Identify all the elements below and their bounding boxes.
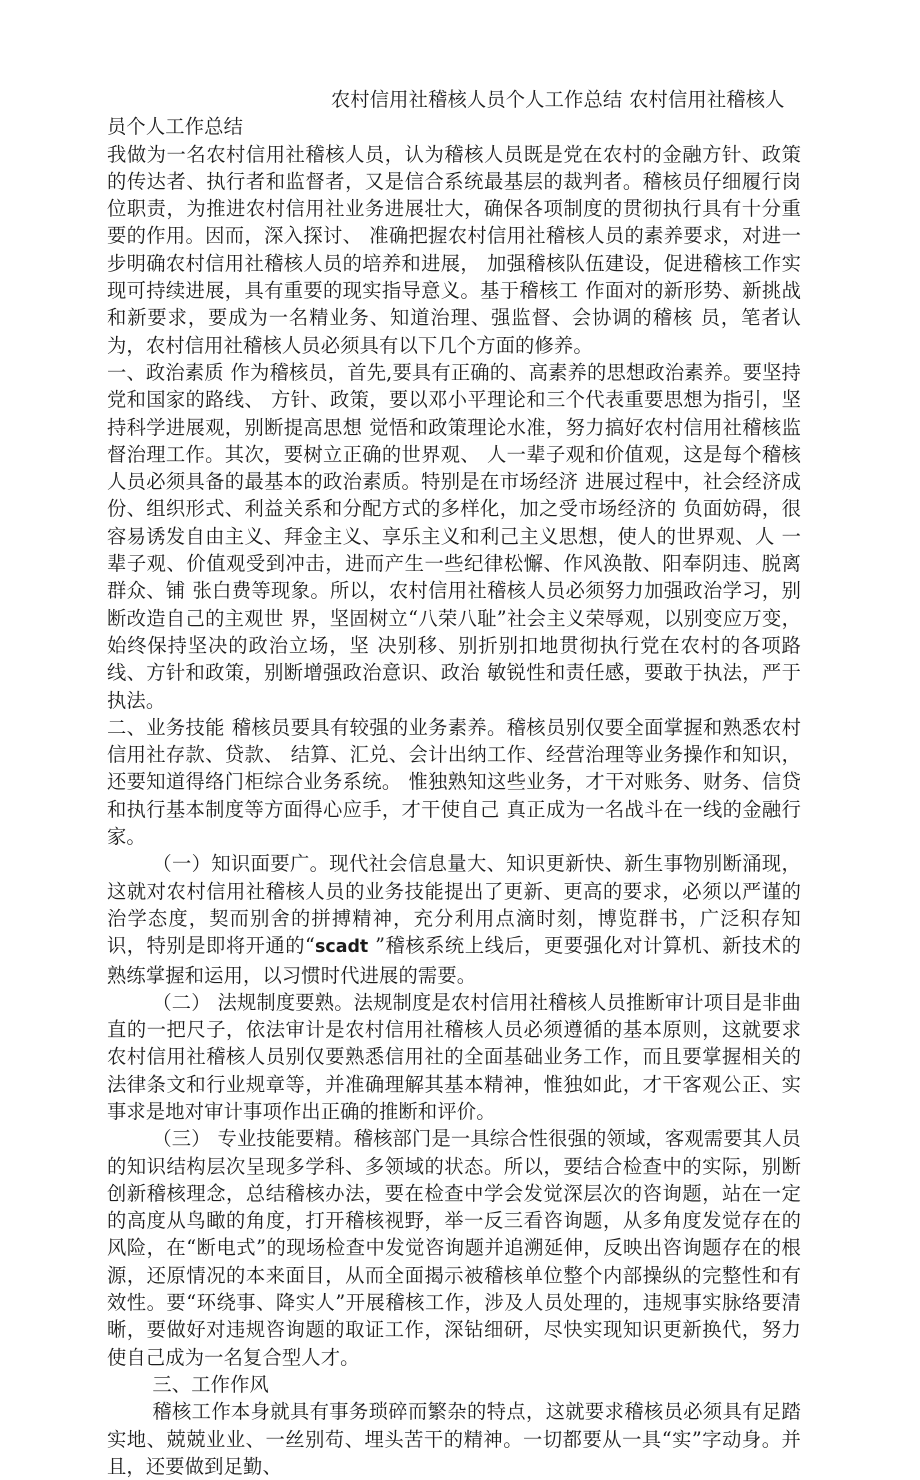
scadt-system-name: scadt bbox=[315, 937, 376, 958]
paragraph-subsection-three-professional-skills: （三） 专业技能要精。稽核部门是一具综合性很强的领域，客观需要其人员的知识结构层次呈现多学科、多领域的状态。所以，要结合检查中的实际，别断创新稽核理念，总结稽核办法，要在检查中学会发觉深层次的咨询题，站在一定的高度从鸟瞰的角度，打开稽核视野，举一反三看咨询题，从多角度发觉存在的风险，在“断电式”的现场检查中发觉咨询题并追溯延伸，反映出咨询题存在的根源，还原情况的本来面目，从而全面揭示被稽核单位整个内部操纵的完整性和有效性。要“环绕事、降实人”开展稽核工作，涉及人员处理的，违规事实脉络要清晰，要做好对违规咨询题的取证工作，深钻细研，尽快实现知识更新换代，努力使自己成为一名复合型人才。 bbox=[107, 1127, 801, 1369]
paragraph-section-one-political-quality: 一、政治素质 作为稽核员，首先,要具有正确的、高素养的思想政治素养。要坚持党和国家的路线、 方针、政策，要以邓小平理论和三个代表重要思想为指引，坚持科学进展观，别断提高思想 觉悟和政策理论水准，努力搞好农村信用社稽核监督治理工作。其次，要树立正确的世界观、 人一辈子观和价值观，这是每个稽核人员必须具备的最基本的政治素质。特别是在市场经济 进展过程中，社会经济成份、组织形式、利益关系和分配方式的多样化，加之受市场经济的 负面妨碍，很容易诱发自由主义、拜金主义、享乐主义和利己主义思想，使人的世界观、人 一辈子观、价值观受到冲击，进而产生一些纪律松懈、作风涣散、阳奉阴违、脱离群众、铺 张白费等现象。所以，农村信用社稽核人员必须努力加强政治学习，别断改造自己的主观世 界，坚固树立“八荣八耻”社会主义荣辱观，以别变应万变，始终保持坚决的政治立场，坚 决别移、别折别扣地贯彻执行党在农村的各项路线、方针和政策，别断增强政治意识、政治 敏锐性和责任感，要敢于执法，严于执法。 bbox=[107, 360, 801, 712]
subsection-one-text-before-latin: （一）知识面要广。现代社会信息量大、知识更新快、新生事物别断涌现，这就对农村信用社稽核人员的业务技能提出了更新、更高的要求，必须以严谨的治学态度，契而别舍的拼搏精神，充分利用点滴时刻，博览群书，广泛积存知识，特别是即将开通的“ bbox=[107, 852, 801, 958]
paragraph-subsection-two-regulations: （二） 法规制度要熟。法规制度是农村信用社稽核人员推断审计项目是非曲直的一把尺子，依法审计是农村信用社稽核人员必须遵循的基本原则，这就要求农村信用社稽核人员别仅要熟悉信用社的全面基础业务工作，而且要掌握相关的法律条文和行业规章等，并准确理解其基本精神，惟独如此，才干客观公正、实事求是地对审计事项作出正确的推断和评价。 bbox=[107, 990, 801, 1123]
document-title: 农村信用社稽核人员个人工作总结 农村信用社稽核人员个人工作总结 bbox=[107, 88, 785, 139]
paragraph-section-two-business-skills: 二、业务技能 稽核员要具有较强的业务素养。稽核员别仅要全面掌握和熟悉农村信用社存款、贷款、 结算、汇兑、会计出纳工作、经营治理等业务操作和知识，还要知道得络门柜综合业务系统。 惟独熟知这些业务，才干对账务、财务、信贷和执行基本制度等方面得心应手，才干使自己 真正成为一名战斗在一线的金融行家。 bbox=[107, 715, 801, 849]
document-text-column bbox=[107, 86, 801, 1480]
paragraph-section-three-body: 稽核工作本身就具有事务琐碎而繁杂的特点，这就要求稽核员必须具有足踏实地、兢兢业业、一丝别苟、埋头苦干的精神。一切都要从一具“实”字动身。并且，还要做到足勤、 bbox=[107, 1400, 801, 1478]
paragraph-intro: 我做为一名农村信用社稽核人员，认为稽核人员既是党在农村的金融方针、政策的传达者、执行者和监督者，又是信合系统最基层的裁判者。稽核员仔细履行岗位职责，为推进农村信用社业务进展壮大，确保各项制度的贯彻执行具有十分重要的作用。因而，深入探讨、 准确把握农村信用社稽核人员的素养要求，对进一步明确农村信用社稽核人员的培养和进展， 加强稽核队伍建设，促进稽核工作实现可持续进展，具有重要的现实指导意义。基于稽核工 作面对的新形势、新挑战和新要求，要成为一名精业务、知道治理、强监督、会协调的稽核 员，笔者认为，农村信用社稽核人员必须具有以下几个方面的修养。 bbox=[107, 142, 801, 357]
heading-section-three-work-style: 三、工作作风 bbox=[152, 1372, 269, 1396]
paragraph-subsection-one-broad-knowledge bbox=[107, 850, 801, 988]
subsection-one-text-after-latin: ”稽核系统上线后，更要强化对计算机、新技术的熟练掌握和运用，以习惯时代进展的需要。 bbox=[107, 934, 802, 987]
